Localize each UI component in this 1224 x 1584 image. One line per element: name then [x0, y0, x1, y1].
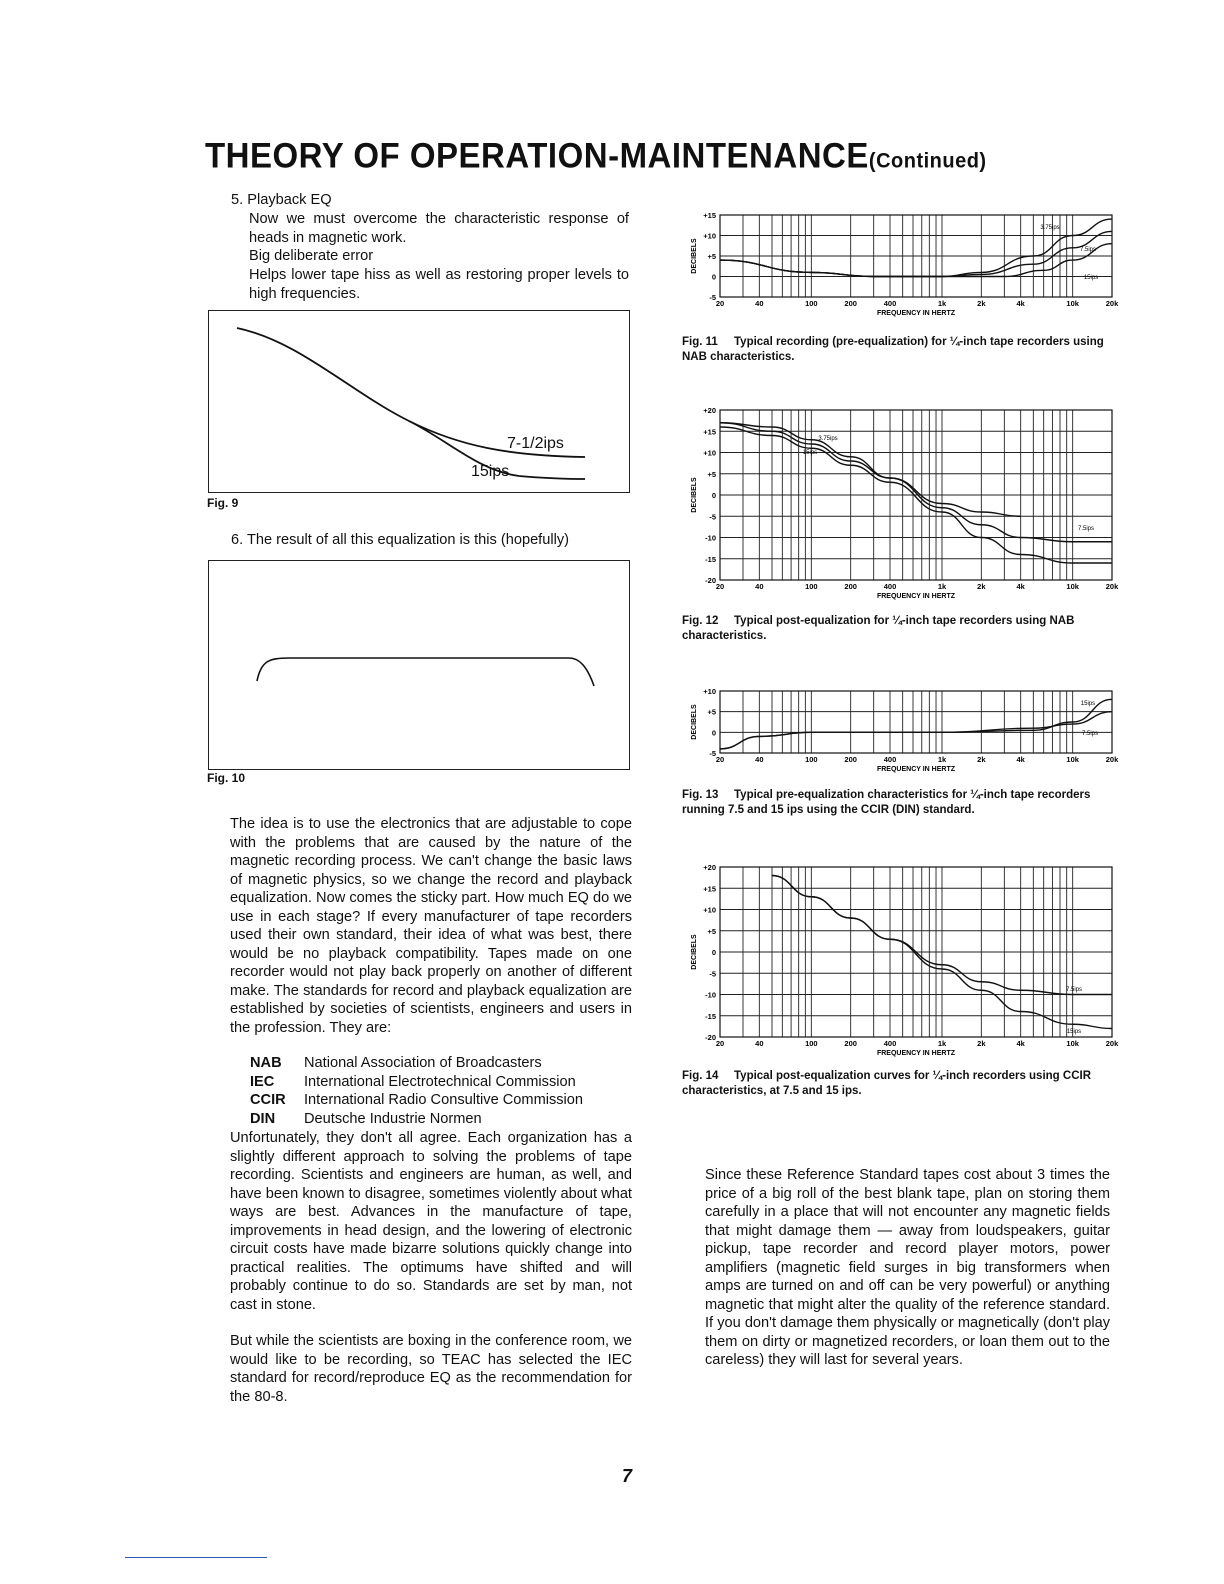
x-tick-label: 200	[844, 755, 857, 764]
fig9-sketch	[209, 311, 628, 491]
x-tick-label: 400	[883, 1039, 897, 1048]
org-name: International Electrotechnical Commission	[304, 1073, 576, 1090]
org-abbr: DIN	[250, 1110, 276, 1127]
x-tick-label: 4k	[1016, 755, 1025, 764]
org-abbr: IEC	[250, 1073, 275, 1090]
x-tick-label: 10k	[1066, 299, 1079, 308]
org-name: International Radio Consultive Commission	[304, 1092, 584, 1108]
x-tick-label: 20k	[1105, 755, 1119, 764]
y-tick-label: +10	[703, 448, 716, 458]
x-tick-label: 1k	[937, 582, 947, 591]
fig14-chart	[676, 857, 1126, 1062]
list-item	[250, 1110, 640, 1129]
list-item	[250, 1073, 640, 1092]
page-heading	[205, 135, 987, 176]
x-tick-label: 40	[755, 299, 764, 308]
fig10-sketch	[209, 561, 628, 768]
series-label: 7.5ips	[1081, 731, 1099, 737]
fig13-caption-text: Typical pre-equalization characteristics for ¼-inch tape recorders running 7.5 and 15 ips using the CCIR (DIN) standard.	[682, 789, 1091, 816]
y-tick-label: -5	[709, 293, 716, 302]
x-tick-label: 1k	[937, 755, 947, 764]
y-tick-label: -20	[705, 576, 716, 585]
series-line	[720, 712, 1112, 749]
y-tick-label: +15	[703, 884, 716, 894]
x-tick-label: 20	[715, 755, 725, 764]
x-axis-label: FREQUENCY IN HERTZ	[876, 310, 956, 317]
section5-line1: Now we must overcome the characteristic response of heads in magnetic work.	[249, 211, 629, 246]
x-axis-label: FREQUENCY IN HERTZ	[876, 766, 956, 773]
y-tick-label: -5	[709, 749, 716, 758]
y-tick-label: 0	[711, 728, 716, 738]
y-axis-label: DECIBELS	[691, 704, 698, 740]
y-tick-label: +5	[707, 252, 716, 261]
x-tick-label: 20k	[1105, 582, 1119, 591]
list-item	[250, 1091, 640, 1110]
x-tick-label: 2k	[977, 299, 986, 308]
x-tick-label: 10k	[1066, 755, 1079, 764]
x-tick-label: 20	[715, 299, 725, 308]
series-line	[720, 699, 1112, 749]
y-tick-label: -20	[705, 1033, 716, 1042]
y-tick-label: +20	[703, 406, 716, 415]
y-tick-label: -10	[705, 990, 716, 1000]
x-axis-label: FREQUENCY IN HERTZ	[876, 1050, 956, 1057]
x-tick-label: 20k	[1105, 1039, 1119, 1048]
y-tick-label: +5	[707, 469, 716, 479]
x-tick-label: 1k	[937, 1039, 947, 1048]
series-label: 15ips	[1066, 1029, 1082, 1035]
y-tick-label: +10	[703, 905, 716, 915]
fig12-caption	[682, 614, 1112, 644]
y-tick-label: -10	[705, 533, 716, 543]
x-tick-label: 40	[755, 1039, 764, 1048]
fig11-caption-num: Fig. 11	[682, 336, 718, 348]
org-abbr: CCIR	[250, 1092, 286, 1108]
fig13-caption	[682, 788, 1112, 818]
x-tick-label: 2k	[977, 582, 986, 591]
fig9-label-15: 15ips	[471, 463, 510, 480]
fig12-caption-num: Fig. 12	[682, 615, 719, 627]
org-name: National Association of Broadcasters	[304, 1055, 542, 1071]
x-tick-label: 1k	[937, 299, 947, 308]
x-tick-label: 100	[805, 755, 818, 764]
series-label: 7.5ips	[1077, 526, 1095, 532]
y-tick-label: -15	[705, 554, 716, 564]
fig12-chart	[676, 402, 1126, 607]
series-label: 3.75ips	[818, 436, 838, 442]
heading-main: THEORY OF OPERATION-MAINTENANCE	[205, 135, 869, 175]
series-label: 7.5ips	[1065, 987, 1083, 993]
x-tick-label: 200	[844, 299, 857, 308]
y-tick-label: 0	[711, 948, 716, 957]
fig14-caption-num: Fig. 14	[682, 1070, 719, 1082]
series-line	[720, 423, 1021, 517]
page-number: 7	[622, 1466, 633, 1486]
fig10-flat-curve	[257, 658, 594, 686]
y-tick-label: -5	[709, 969, 716, 979]
x-tick-label: 4k	[1016, 582, 1025, 591]
y-tick-label: +10	[703, 231, 716, 241]
x-tick-label: 200	[844, 1039, 857, 1048]
x-tick-label: 40	[755, 582, 764, 591]
series-label: 7.5ips	[1079, 247, 1097, 253]
y-axis-label: DECIBELS	[691, 238, 698, 274]
series-line	[720, 244, 1112, 277]
fig9-frame	[208, 310, 630, 493]
y-tick-label: -15	[705, 1011, 716, 1021]
section5-title: 5. Playback EQ	[231, 192, 332, 208]
y-axis-label: DECIBELS	[691, 477, 698, 513]
org-name: Deutsche Industrie Normen	[304, 1110, 482, 1127]
fig10-frame	[208, 560, 630, 770]
series-label: 15ips	[1083, 275, 1099, 281]
section5-line3: Helps lower tape hiss as well as restoring proper levels to high frequencies.	[249, 267, 629, 302]
heading-suffix: (Continued)	[868, 149, 987, 173]
paragraph-teac-choice: But while the scientists are boxing in the conference room, we would like to be recording, so TEAC has selected the IEC standard for record/reproduce EQ as the recommendation for the 80-8.	[230, 1333, 632, 1405]
x-tick-label: 4k	[1016, 299, 1025, 308]
series-label: 3.75ips	[1040, 225, 1060, 231]
fig14-caption	[682, 1069, 1112, 1099]
x-tick-label: 20	[715, 582, 725, 591]
x-tick-label: 100	[805, 582, 818, 591]
x-tick-label: 20	[715, 1039, 725, 1048]
paragraph-disagreement: Unfortunately, they don't all agree. Each organization has a slightly different approach to solving the problems of tape recording. Scientists and engineers are human, as well, and have been known to disagree, sometimes violently about what ways are best. Advances in the manufacture of tape, improvements in head design, and the lowering of electronic circuit costs have made bizarre solutions quickly change into practical realities. The optimums have shifted and will probably continue to do so. Standards are set by man, not cast in stone.	[230, 1130, 632, 1313]
y-tick-label: -5	[709, 512, 716, 522]
x-tick-label: 400	[883, 582, 897, 591]
y-tick-label: +10	[703, 687, 716, 696]
x-tick-label: 40	[755, 755, 764, 764]
x-tick-label: 2k	[977, 1039, 986, 1048]
y-tick-label: 0	[711, 272, 716, 282]
y-tick-label: +5	[707, 707, 716, 717]
y-tick-label: 0	[711, 491, 716, 500]
x-tick-label: 400	[883, 299, 897, 308]
x-tick-label: 200	[844, 582, 857, 591]
y-tick-label: +20	[703, 863, 716, 872]
fig13-chart	[676, 683, 1126, 778]
y-tick-label: +15	[703, 427, 716, 437]
y-tick-label: +15	[703, 211, 716, 220]
paragraph-standards-intro: The idea is to use the electronics that are adjustable to cope with the problems that are caused by the nature of the magnetic recording process. We can't change the basic laws of magnetic physics, so we change the record and playback equalization. Now comes the sticky part. How much EQ do we use in each stage? If every manufacturer of tape recorders used their own standard, their idea of what was best, there would be no playback compatibility. Tapes made on one recorder would not play back properly on another of different make. The standards for record and playback equalization are established by societies of scientists, engineers and users in the profession. They are:	[230, 816, 632, 1036]
fig14-caption-text: Typical post-equalization curves for ¼-inch recorders using CCIR characteristics, at 7.5 and 15 ips.	[682, 1070, 1091, 1097]
x-tick-label: 100	[805, 299, 818, 308]
x-tick-label: 10k	[1066, 582, 1079, 591]
fig10-label: Fig. 10	[207, 771, 246, 785]
x-tick-label: 20k	[1105, 299, 1119, 308]
fig9-label-7half: 7-1/2ips	[507, 435, 564, 452]
fig13-caption-num: Fig. 13	[682, 789, 719, 801]
plot-frame	[720, 691, 1112, 753]
org-abbr: NAB	[250, 1055, 282, 1071]
standards-list	[250, 1054, 640, 1128]
y-tick-label: +5	[707, 926, 716, 936]
paragraph-reference-tapes: Since these Reference Standard tapes cost about 3 times the price of a big roll of the best blank tape, plan on storing them carefully in a place that will not encounter any magnetic fields that might damage them — away from loudspeakers, guitar pickup, tape recorder and record player motors, power amplifiers (magnetic field surges in big transformers when amps are turned on and off can be very powerful) or anything magnetic that might alter the quality of the reference standard. If you don't damage them physically or magnetically (don't play them on dirty or magnetized recorders, or loan them out to the careless) they will last for several years.	[705, 1167, 1110, 1368]
x-tick-label: 10k	[1066, 1039, 1079, 1048]
x-tick-label: 2k	[977, 755, 986, 764]
series-label: 15ips	[802, 450, 818, 456]
fig12-caption-text: Typical post-equalization for ¼-inch tape recorders using NAB characteristics.	[682, 615, 1075, 642]
section5-line2: Big deliberate error	[249, 248, 374, 264]
x-axis-label: FREQUENCY IN HERTZ	[876, 593, 956, 600]
fig11-chart	[676, 205, 1126, 325]
fig11-caption	[682, 335, 1112, 365]
y-axis-label: DECIBELS	[691, 934, 698, 970]
series-label: 15ips	[1080, 701, 1096, 707]
footer-rule	[125, 1557, 267, 1558]
fig9-label: Fig. 9	[207, 496, 239, 510]
x-tick-label: 100	[805, 1039, 818, 1048]
list-item	[250, 1054, 640, 1073]
fig11-caption-text: Typical recording (pre-equalization) for ¼-inch tape recorders using NAB characteristics.	[682, 336, 1104, 363]
x-tick-label: 4k	[1016, 1039, 1025, 1048]
series-line	[720, 423, 1112, 542]
section6-text: 6. The result of all this equalization is this (hopefully)	[231, 532, 569, 548]
x-tick-label: 400	[883, 755, 897, 764]
